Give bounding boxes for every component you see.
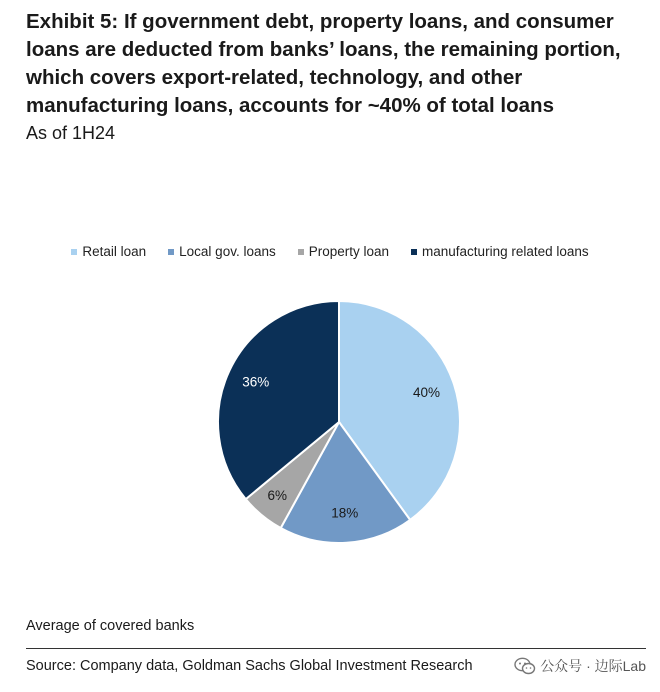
chart-subtitle: As of 1H24 <box>26 123 116 143</box>
chart-title: Exhibit 5: If government debt, property loans, and consumer loans are deducted from banks’ loans, the remaining portion, which covers export-related, technology, and other manufacturing loans, accounts for ~40% of total loans <box>26 10 621 117</box>
legend-swatch-property-loan <box>298 249 304 255</box>
legend-swatch-manufacturing-loans <box>411 249 417 255</box>
pie-label-property-loan: 6% <box>267 488 288 504</box>
pie-label-retail-loan: 40% <box>412 385 440 401</box>
legend-swatch-local-gov-loans <box>168 249 174 255</box>
pie-label-manufacturing-loans: 36% <box>242 374 270 390</box>
source-divider <box>26 648 646 649</box>
legend-item-manufacturing-loans <box>411 244 589 259</box>
chart-note: Average of covered banks <box>26 618 195 634</box>
legend-label-manufacturing-loans: manufacturing related loans <box>422 244 589 259</box>
legend-label-retail-loan: Retail loan <box>82 244 147 259</box>
legend-label-property-loan: Property loan <box>308 244 390 259</box>
watermark-text: 公众号 · 边际Lab <box>540 658 646 674</box>
legend-swatch-retail-loan <box>71 249 77 255</box>
legend-item-property-loan <box>298 244 389 259</box>
legend-item-local-gov-loans <box>168 244 276 259</box>
wechat-icon <box>514 657 536 675</box>
watermark <box>514 656 646 676</box>
source-text: Source: Company data, Goldman Sachs Global Investment Research <box>26 658 473 674</box>
pie-label-local-gov-loans: 18% <box>331 505 359 521</box>
legend-item-retail-loan <box>71 244 146 259</box>
legend-label-local-gov-loans: Local gov. loans <box>179 244 276 259</box>
pie-chart <box>0 280 660 580</box>
chart-legend <box>0 244 660 259</box>
